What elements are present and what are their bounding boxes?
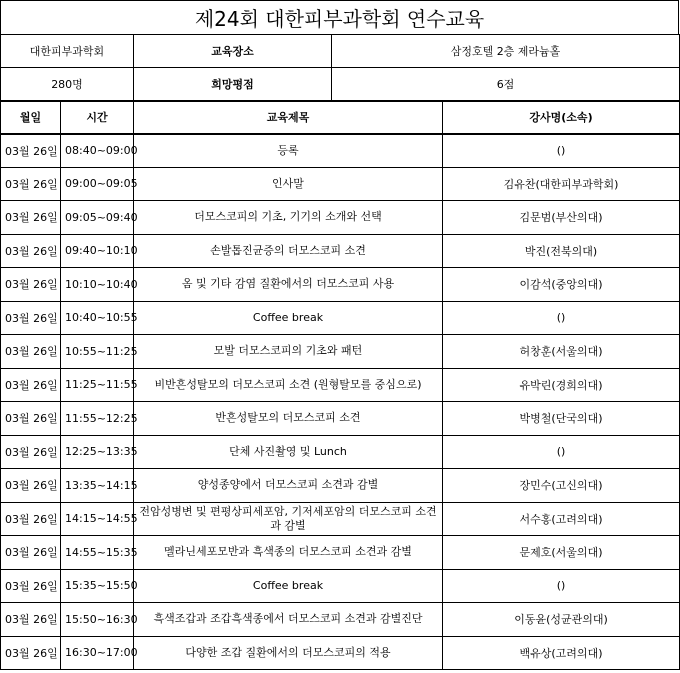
info-row (1, 68, 680, 101)
speaker-cell: 장민수(고신의대) (443, 469, 680, 503)
date-cell: 03월 26일 (1, 569, 61, 603)
table-row (1, 536, 680, 570)
header-topic: 교육제목 (134, 102, 443, 134)
table-row (1, 201, 680, 235)
speaker-cell: 김문범(부산의대) (443, 201, 680, 235)
speaker-cell: 백유상(고려의대) (443, 636, 680, 670)
table-row (1, 636, 680, 670)
time-cell: 15:50~16:30 (61, 603, 134, 637)
time-cell: 16:30~17:00 (61, 636, 134, 670)
table-row (1, 569, 680, 603)
speaker-cell: 허창훈(서울의대) (443, 335, 680, 369)
organizer-cell: 대한피부과학회 (1, 35, 134, 68)
date-cell: 03월 26일 (1, 536, 61, 570)
date-cell: 03월 26일 (1, 268, 61, 302)
time-cell: 14:55~15:35 (61, 536, 134, 570)
topic-cell: 비반흔성탈모의 더모스코피 소견 (원형탈모를 중심으로) (134, 368, 443, 402)
venue-value: 삼정호텔 2층 제라늄홀 (332, 35, 680, 68)
table-row (1, 268, 680, 302)
time-cell: 14:15~14:55 (61, 502, 134, 536)
speaker-cell: () (443, 435, 680, 469)
table-row (1, 301, 680, 335)
speaker-cell: 이동윤(성균관의대) (443, 603, 680, 637)
topic-cell: Coffee break (134, 301, 443, 335)
date-cell: 03월 26일 (1, 636, 61, 670)
speaker-cell: 서수홍(고려의대) (443, 502, 680, 536)
schedule-body (1, 134, 680, 670)
table-row (1, 335, 680, 369)
date-cell: 03월 26일 (1, 234, 61, 268)
topic-cell: 다양한 조갑 질환에서의 더모스코피의 적용 (134, 636, 443, 670)
table-row (1, 469, 680, 503)
time-cell: 10:40~10:55 (61, 301, 134, 335)
table-row (1, 368, 680, 402)
page-title: 제24회 대한피부과학회 연수교육 (0, 0, 679, 34)
info-table (0, 34, 680, 101)
date-cell: 03월 26일 (1, 368, 61, 402)
header-time: 시간 (61, 102, 134, 134)
time-cell: 11:25~11:55 (61, 368, 134, 402)
time-cell: 09:40~10:10 (61, 234, 134, 268)
speaker-cell: 김유찬(대한피부과학회) (443, 167, 680, 201)
topic-cell: Coffee break (134, 569, 443, 603)
topic-cell: 반흔성탈모의 더모스코피 소견 (134, 402, 443, 436)
date-cell: 03월 26일 (1, 435, 61, 469)
date-cell: 03월 26일 (1, 402, 61, 436)
date-cell: 03월 26일 (1, 469, 61, 503)
speaker-cell: 이감석(중앙의대) (443, 268, 680, 302)
info-row (1, 35, 680, 68)
topic-cell: 손발톱진균증의 더모스코피 소견 (134, 234, 443, 268)
table-row (1, 167, 680, 201)
points-value: 6점 (332, 68, 680, 101)
schedule-table (0, 101, 680, 670)
topic-cell: 등록 (134, 134, 443, 168)
venue-label: 교육장소 (134, 35, 332, 68)
date-cell: 03월 26일 (1, 335, 61, 369)
speaker-cell: () (443, 301, 680, 335)
time-cell: 09:00~09:05 (61, 167, 134, 201)
date-cell: 03월 26일 (1, 301, 61, 335)
time-cell: 08:40~09:00 (61, 134, 134, 168)
time-cell: 13:35~14:15 (61, 469, 134, 503)
speaker-cell: 문제호(서울의대) (443, 536, 680, 570)
speaker-cell: () (443, 569, 680, 603)
date-cell: 03월 26일 (1, 167, 61, 201)
topic-cell: 옴 및 기타 감염 질환에서의 더모스코피 사용 (134, 268, 443, 302)
date-cell: 03월 26일 (1, 134, 61, 168)
time-cell: 10:10~10:40 (61, 268, 134, 302)
topic-cell: 멜라닌세포모반과 흑색종의 더모스코피 소견과 감별 (134, 536, 443, 570)
table-row (1, 402, 680, 436)
topic-cell: 인사말 (134, 167, 443, 201)
speaker-cell: () (443, 134, 680, 168)
points-label: 희망평점 (134, 68, 332, 101)
topic-cell: 모발 더모스코피의 기초와 패턴 (134, 335, 443, 369)
speaker-cell: 유박린(경희의대) (443, 368, 680, 402)
table-row (1, 435, 680, 469)
date-cell: 03월 26일 (1, 603, 61, 637)
header-date: 월일 (1, 102, 61, 134)
table-row (1, 134, 680, 168)
time-cell: 15:35~15:50 (61, 569, 134, 603)
date-cell: 03월 26일 (1, 201, 61, 235)
topic-cell: 단체 사진촬영 및 Lunch (134, 435, 443, 469)
topic-cell: 전암성병변 및 편평상피세포암, 기저세포암의 더모스코피 소견과 감별 (134, 502, 443, 536)
table-row (1, 502, 680, 536)
table-row (1, 603, 680, 637)
time-cell: 11:55~12:25 (61, 402, 134, 436)
time-cell: 10:55~11:25 (61, 335, 134, 369)
topic-cell: 흑색조갑과 조갑흑색종에서 더모스코피 소견과 감별진단 (134, 603, 443, 637)
schedule-header-row (1, 102, 680, 134)
speaker-cell: 박병철(단국의대) (443, 402, 680, 436)
time-cell: 12:25~13:35 (61, 435, 134, 469)
topic-cell: 양성종양에서 더모스코피 소견과 감별 (134, 469, 443, 503)
speaker-cell: 박진(전북의대) (443, 234, 680, 268)
attendees-cell: 280명 (1, 68, 134, 101)
topic-cell: 더모스코피의 기초, 기기의 소개와 선택 (134, 201, 443, 235)
table-row (1, 234, 680, 268)
header-speaker: 강사명(소속) (443, 102, 680, 134)
date-cell: 03월 26일 (1, 502, 61, 536)
time-cell: 09:05~09:40 (61, 201, 134, 235)
